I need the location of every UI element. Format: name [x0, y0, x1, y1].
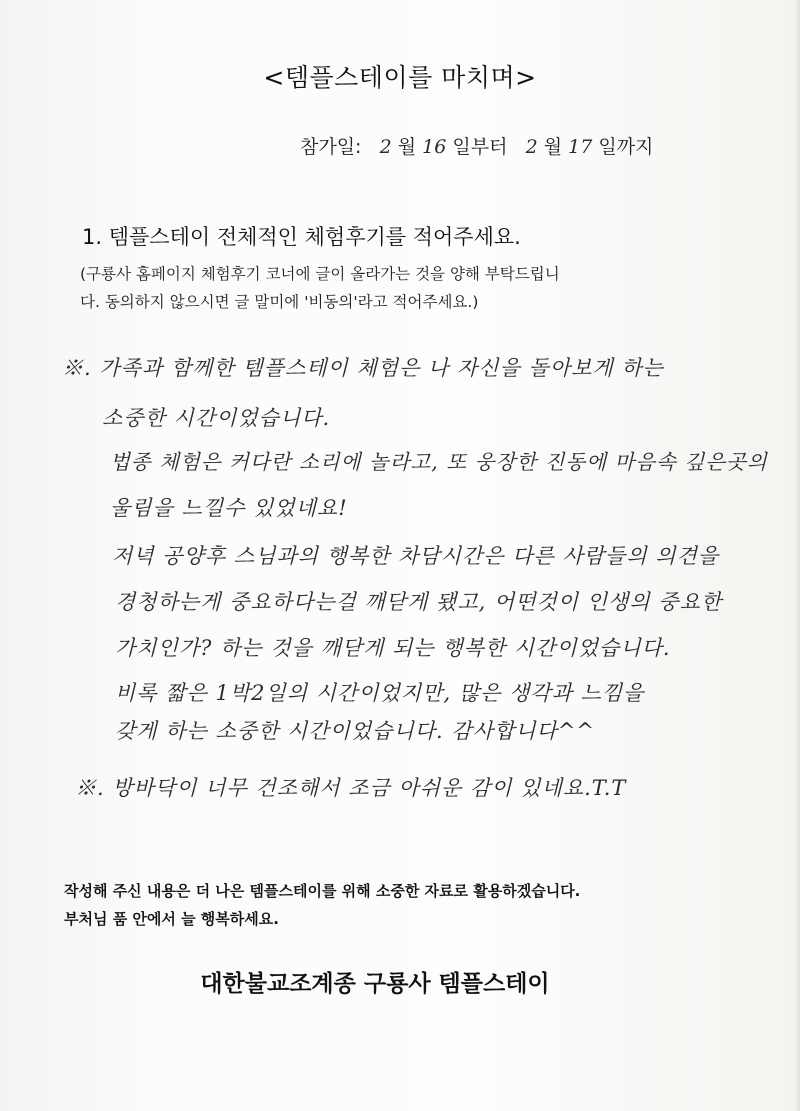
start-day: 16 [422, 136, 447, 158]
month-unit-end: 월 [543, 136, 563, 158]
period-label: 참가일: [300, 136, 362, 158]
month-unit-start: 월 [397, 136, 417, 158]
footer-thanks-line: 작성해 주신 내용은 더 나은 템플스테이를 위해 소중한 자료로 활용하겠습니다. [64, 882, 581, 900]
handwritten-line-6: 경청하는게 중요하다는걸 깨닫게 됐고, 어떤것이 인생의 중요한 [115, 590, 723, 614]
handwritten-line-4: 울림을 느낄수 있었네요! [110, 496, 348, 520]
handwritten-line-7: 가치인가? 하는 것을 깨닫게 되는 행복한 시간이었습니다. [115, 636, 671, 660]
to-text: 일까지 [598, 136, 654, 158]
handwritten-line-3: 법종 체험은 커다란 소리에 놀라고, 또 웅장한 진동에 마음속 깊은곳의 [110, 450, 768, 474]
form-title: <템플스테이를 마치며> [263, 63, 537, 92]
handwritten-line-10: ※. 방바닥이 너무 건조해서 조금 아쉬운 감이 있네요.T.T [75, 776, 627, 800]
end-day: 17 [568, 136, 593, 158]
start-month: 2 [379, 136, 392, 158]
handwritten-line-5: 저녁 공양후 스님과의 행복한 차담시간은 다른 사람들의 의견을 [112, 544, 720, 568]
handwritten-line-1: ※. 가족과 함께한 템플스테이 체험은 나 자신을 돌아보게 하는 [62, 356, 664, 380]
participation-period [300, 132, 653, 159]
paper-edge-shadow [794, 0, 800, 1111]
organization-name: 대한불교조계종 구룡사 템플스테이 [200, 971, 550, 997]
consent-note-line-2: 다. 동의하지 않으시면 글 말미에 '비동의'라고 적어주세요.) [80, 293, 479, 311]
end-month: 2 [525, 136, 538, 158]
handwritten-line-8: 비록 짧은 1박2일의 시간이었지만, 많은 생각과 느낌을 [115, 681, 645, 705]
footer-blessing-line: 부처님 품 안에서 늘 행복하세요. [64, 910, 279, 928]
question-1: 1. 템플스테이 전체적인 체험후기를 적어주세요. [82, 225, 521, 249]
from-text: 일부터 [452, 136, 508, 158]
handwritten-line-2: 소중한 시간이었습니다. [102, 406, 331, 430]
handwritten-line-9: 갖게 하는 소중한 시간이었습니다. 감사합니다^^ [115, 719, 596, 743]
consent-note-line-1: (구룡사 홈페이지 체험후기 코너에 글이 올라가는 것을 양해 부탁드립니 [80, 265, 560, 283]
